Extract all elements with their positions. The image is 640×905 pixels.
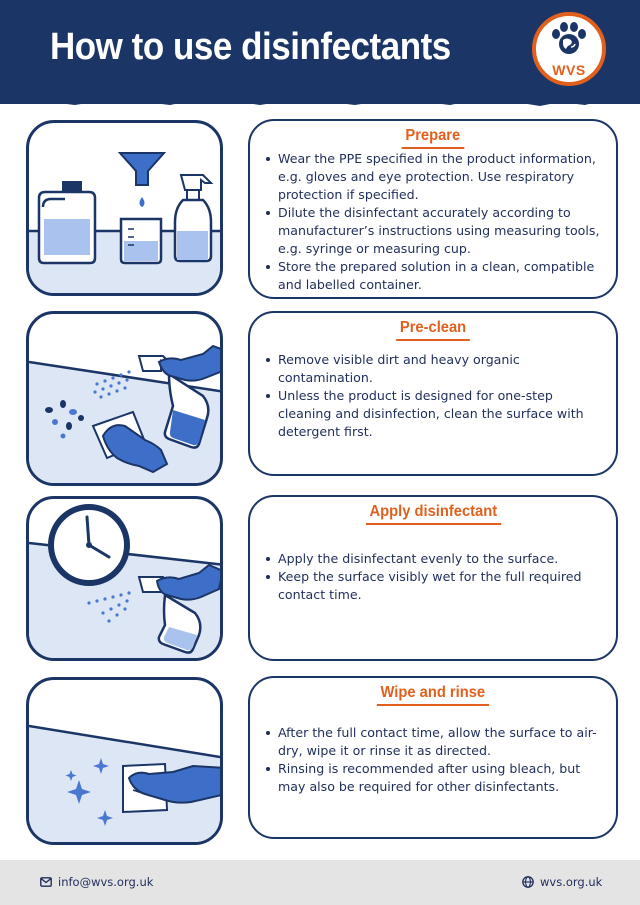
list-item: After the full contact time, allow the surface to air-dry, wipe it or rinse it as directed. [264, 724, 602, 760]
bullet-list [264, 550, 602, 604]
bullet-list [264, 150, 602, 294]
torn-edge [0, 92, 640, 112]
bullet-list [264, 724, 602, 796]
step-title: Pre-clean [250, 319, 616, 341]
wipe-and-rinse-illustration [26, 677, 223, 845]
email-text: info@wvs.org.uk [58, 875, 154, 889]
jerry-can-icon [39, 181, 95, 263]
footer-email[interactable] [40, 875, 153, 889]
list-item: Remove visible dirt and heavy organic contamination. [264, 351, 602, 387]
prepare-illustration [26, 120, 223, 296]
list-item: Keep the surface visibly wet for the full required contact time. [264, 568, 602, 604]
list-item: Rinsing is recommended after using bleach, but may also be required for other disinfectants. [264, 760, 602, 796]
pre-clean-illustration [26, 311, 223, 486]
step-card-wipe-and-rinse [248, 676, 618, 839]
step-card-prepare [248, 119, 618, 299]
logo-text: WVS [552, 62, 586, 78]
funnel-icon [120, 153, 164, 185]
step-title: Prepare [250, 127, 616, 149]
measuring-beaker-icon [121, 219, 161, 263]
step-title: Wipe and rinse [250, 684, 616, 706]
spray-bottle-icon [175, 175, 211, 261]
wvs-logo [532, 12, 606, 86]
list-item: Wear the PPE specified in the product information, e.g. gloves and eye protection. Use respiratory protection if specified. [264, 150, 602, 204]
mail-icon [40, 877, 52, 887]
website-text: wvs.org.uk [540, 875, 603, 889]
step-card-apply-disinfectant [248, 495, 618, 661]
step-card-pre-clean [248, 311, 618, 476]
list-item: Dilute the disinfectant accurately according to manufacturer’s instructions using measuring tools, e.g. syringe or measuring cup. [264, 204, 602, 258]
bullet-list [264, 351, 602, 441]
footer [0, 860, 640, 905]
clock-icon [51, 507, 127, 583]
list-item: Unless the product is designed for one-step cleaning and disinfection, clean the surface with detergent first. [264, 387, 602, 441]
list-item: Store the prepared solution in a clean, compatible and labelled container. [264, 258, 602, 294]
glove-icon [159, 346, 223, 381]
footer-website[interactable] [522, 875, 602, 889]
header-banner [0, 0, 640, 104]
drop-icon [140, 197, 145, 207]
globe-icon [522, 876, 534, 888]
apply-disinfectant-illustration [26, 496, 223, 661]
step-title: Apply disinfectant [250, 503, 616, 525]
list-item: Apply the disinfectant evenly to the surface. [264, 550, 602, 568]
page-title: How to use disinfectants [50, 26, 451, 68]
